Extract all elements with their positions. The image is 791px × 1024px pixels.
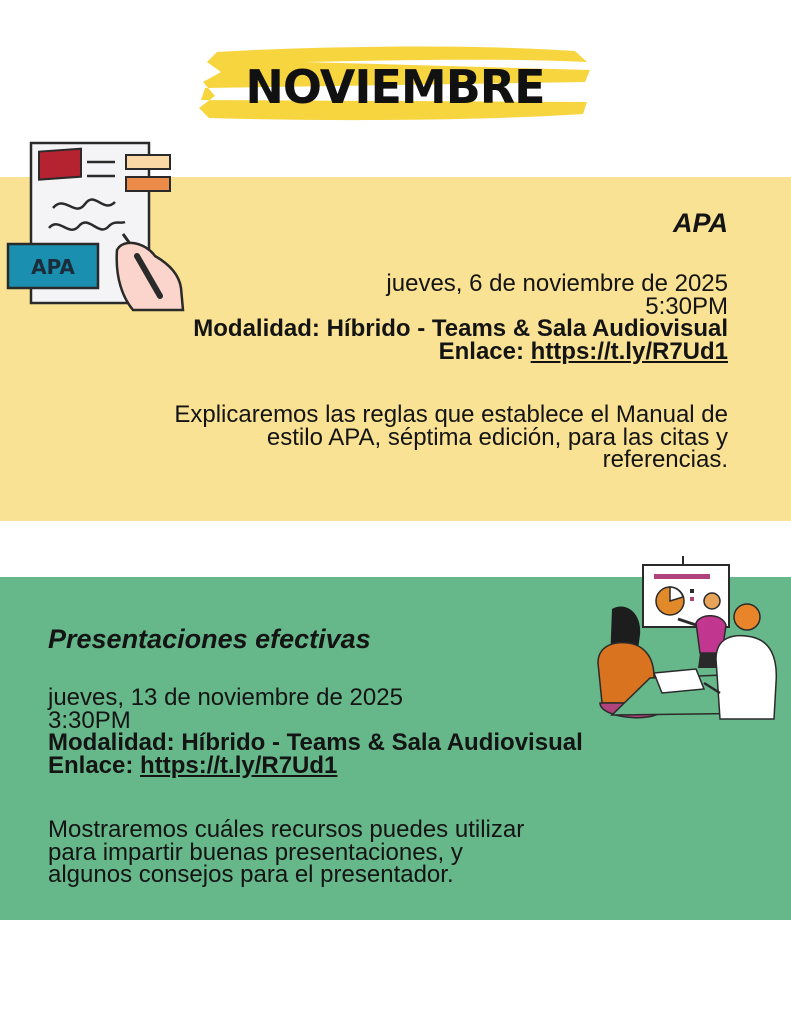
event-date: jueves, 13 de noviembre de 2025 xyxy=(48,684,403,711)
event-link-label: Enlace: xyxy=(438,337,524,365)
event-time: 3:30PM xyxy=(48,706,131,734)
description-line: algunos consejos para el presentador. xyxy=(48,861,454,888)
document-writing-illustration xyxy=(5,138,190,316)
event-details xyxy=(48,684,583,779)
apa-tag-label: APA xyxy=(31,255,75,279)
description-line: Explicaremos las reglas que establece el Manual de xyxy=(174,401,728,428)
event-link[interactable]: https://t.ly/R7Ud1 xyxy=(530,337,728,365)
event-description xyxy=(48,816,525,888)
event-modality: Modalidad: Híbrido - Teams & Sala Audiovisual xyxy=(48,729,583,756)
title-banner xyxy=(195,42,595,132)
event-description xyxy=(174,401,728,473)
event-time: 5:30PM xyxy=(645,292,728,320)
event-details xyxy=(193,270,728,365)
meeting-presentation-illustration xyxy=(592,553,784,725)
event-link-label: Enlace: xyxy=(48,751,134,779)
page-title: NOVIEMBRE xyxy=(245,60,545,114)
event-title: Presentaciones efectivas xyxy=(48,624,371,654)
event-title: APA xyxy=(672,208,728,238)
event-link-row xyxy=(193,337,728,365)
description-line: Mostraremos cuáles recursos puedes utilizar xyxy=(48,816,525,843)
event-modality: Modalidad: Híbrido - Teams & Sala Audiovisual xyxy=(193,315,728,342)
event-link-row xyxy=(48,751,583,779)
event-date: jueves, 6 de noviembre de 2025 xyxy=(386,270,728,297)
description-line: para impartir buenas presentaciones, y xyxy=(48,838,463,866)
description-line: estilo APA, séptima edición, para las citas y xyxy=(266,423,728,451)
event-link[interactable]: https://t.ly/R7Ud1 xyxy=(140,751,338,779)
description-line: referencias. xyxy=(602,446,728,473)
